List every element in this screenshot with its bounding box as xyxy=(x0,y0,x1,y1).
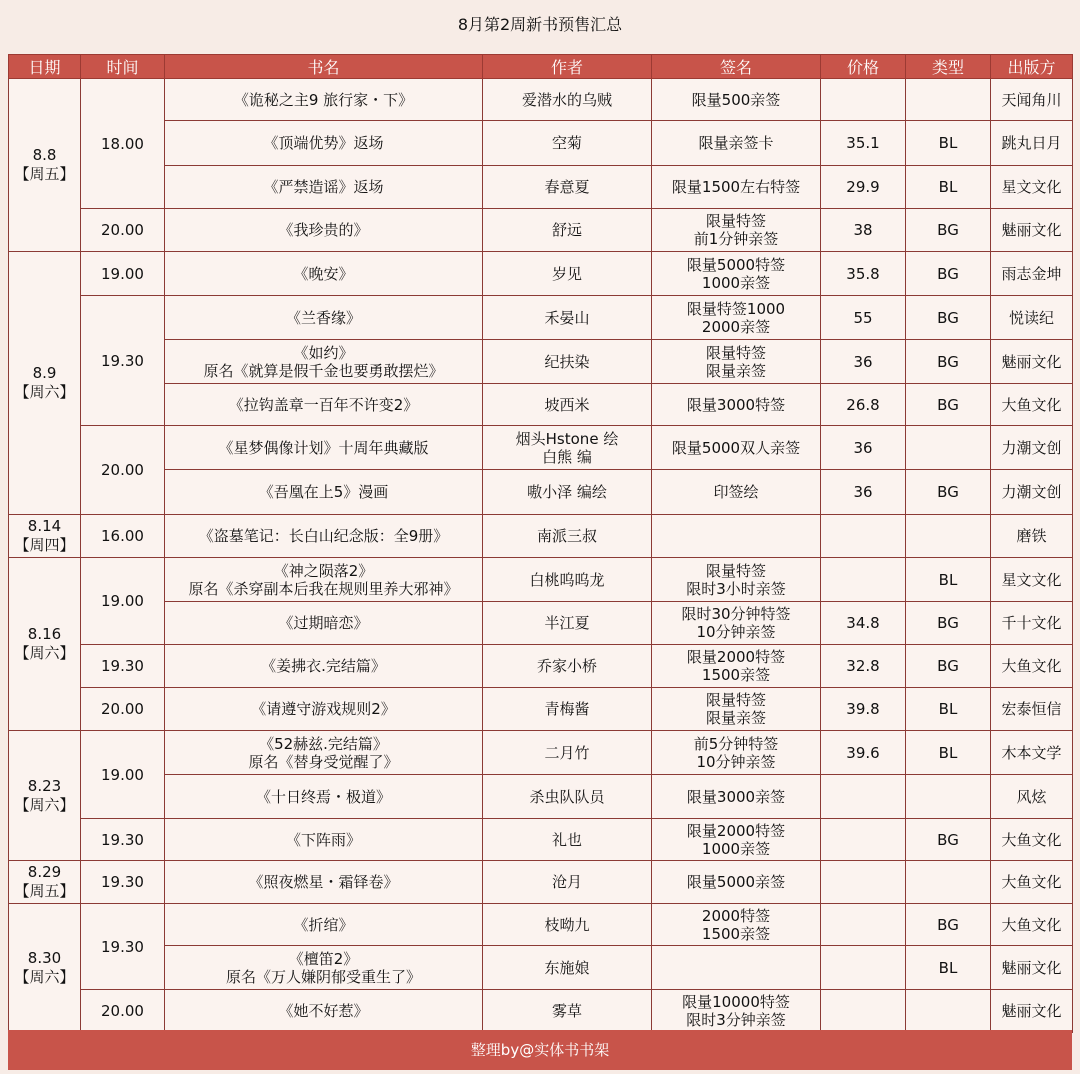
date-cell xyxy=(9,79,81,252)
book-title-cell xyxy=(165,861,483,904)
publisher-cell: 力潮文创 xyxy=(991,426,1073,470)
date-cell xyxy=(9,515,81,558)
table-row xyxy=(9,861,1073,904)
publisher-cell: 星文文化 xyxy=(991,558,1073,602)
price-cell: 32.8 xyxy=(821,645,906,688)
book-title-cell xyxy=(165,688,483,731)
date-line: 【周六】 xyxy=(14,795,75,814)
book-title-line: 《诡秘之主9 旅行家・下》 xyxy=(233,90,414,109)
book-title-line: 《我珍贵的》 xyxy=(278,221,369,239)
time-cell: 19.30 xyxy=(81,819,165,861)
signature-line: 限时30分钟特签 xyxy=(681,605,791,623)
author-cell xyxy=(483,470,652,515)
signature-cell xyxy=(652,252,821,296)
book-title-line: 《星梦偶像计划》十周年典藏版 xyxy=(218,438,429,457)
signature-cell xyxy=(652,166,821,209)
time-cell: 18.00 xyxy=(81,79,165,209)
signature-line: 限量2000特签 xyxy=(686,648,786,666)
publisher-cell: 宏泰恒信 xyxy=(991,688,1073,731)
signature-line: 2000亲签 xyxy=(701,317,771,336)
book-title-cell xyxy=(165,558,483,602)
time-cell: 19.30 xyxy=(81,645,165,688)
header-date: 日期 xyxy=(9,55,81,79)
table-row xyxy=(9,296,1073,340)
time-cell: 19.30 xyxy=(81,296,165,426)
table-row xyxy=(9,990,1073,1033)
author-line: 禾晏山 xyxy=(544,308,590,327)
author-cell xyxy=(483,209,652,252)
signature-line: 限量2000特签 xyxy=(686,821,786,840)
publisher-cell: 悦读纪 xyxy=(991,296,1073,340)
author-cell xyxy=(483,819,652,861)
genre-type-cell xyxy=(906,775,991,819)
book-title-line: 《姜拂衣.完结篇》 xyxy=(261,657,386,675)
header-type: 类型 xyxy=(906,55,991,79)
publisher-cell: 魅丽文化 xyxy=(991,990,1073,1033)
signature-cell xyxy=(652,731,821,775)
book-title-line: 《请遵守游戏规则2》 xyxy=(251,700,396,718)
time-cell: 19.30 xyxy=(81,861,165,904)
date-line: 【周五】 xyxy=(14,882,75,900)
signature-line: 限量亲签 xyxy=(705,361,766,380)
date-cell xyxy=(9,904,81,1033)
signature-cell xyxy=(652,775,821,819)
publisher-cell: 星文文化 xyxy=(991,166,1073,209)
table-row xyxy=(9,946,1073,990)
signature-line: 印签绘 xyxy=(713,483,759,501)
book-title-cell xyxy=(165,731,483,775)
presale-table xyxy=(8,54,1073,1033)
author-line: 白熊 编 xyxy=(542,447,592,466)
price-cell: 39.8 xyxy=(821,688,906,731)
book-title-line: 《拉钩盖章一百年不许变2》 xyxy=(228,395,419,414)
book-title-cell xyxy=(165,252,483,296)
table-row xyxy=(9,602,1073,645)
date-line: 8.30 xyxy=(27,949,62,967)
genre-type-cell: BL xyxy=(906,688,991,731)
price-cell xyxy=(821,79,906,121)
table-row xyxy=(9,515,1073,558)
date-line: 8.23 xyxy=(27,776,62,795)
price-cell: 36 xyxy=(821,470,906,515)
signature-line: 1500亲签 xyxy=(701,924,771,943)
price-cell: 35.1 xyxy=(821,121,906,166)
table-row xyxy=(9,904,1073,946)
publisher-cell: 木本文学 xyxy=(991,731,1073,775)
price-cell: 36 xyxy=(821,340,906,384)
author-line: 舒远 xyxy=(551,221,582,239)
book-title-cell xyxy=(165,645,483,688)
publisher-cell: 大鱼文化 xyxy=(991,819,1073,861)
author-line: 纪扶染 xyxy=(544,352,590,371)
signature-line: 限量特签 xyxy=(705,561,766,580)
signature-cell xyxy=(652,426,821,470)
table-row xyxy=(9,819,1073,861)
time-cell: 20.00 xyxy=(81,426,165,515)
author-line: 枝呦九 xyxy=(544,915,590,934)
genre-type-cell: BL xyxy=(906,121,991,166)
publisher-cell: 魅丽文化 xyxy=(991,340,1073,384)
signature-cell xyxy=(652,688,821,731)
date-cell xyxy=(9,731,81,861)
table-row xyxy=(9,340,1073,384)
genre-type-cell: BG xyxy=(906,384,991,426)
signature-cell xyxy=(652,79,821,121)
header-price: 价格 xyxy=(821,55,906,79)
time-cell: 20.00 xyxy=(81,209,165,252)
author-line: 爱潜水的乌贼 xyxy=(521,90,612,109)
time-cell: 20.00 xyxy=(81,688,165,731)
signature-line: 10分钟亲签 xyxy=(696,752,776,771)
book-title-cell xyxy=(165,384,483,426)
signature-line: 限量5000特签 xyxy=(686,255,786,274)
header-author: 作者 xyxy=(483,55,652,79)
date-line: 【周五】 xyxy=(14,165,75,183)
price-cell: 26.8 xyxy=(821,384,906,426)
book-title-line: 《盗墓笔记：长白山纪念版：全9册》 xyxy=(198,527,449,545)
table-row xyxy=(9,426,1073,470)
book-title-cell xyxy=(165,340,483,384)
author-cell xyxy=(483,166,652,209)
book-title-cell xyxy=(165,904,483,946)
signature-cell xyxy=(652,340,821,384)
author-line: 沧月 xyxy=(551,873,582,891)
publisher-cell: 力潮文创 xyxy=(991,470,1073,515)
book-title-cell xyxy=(165,296,483,340)
header-time: 时间 xyxy=(81,55,165,79)
book-title-line: 原名《万人嫌阴郁受重生了》 xyxy=(225,967,421,986)
publisher-cell: 雨志金坤 xyxy=(991,252,1073,296)
signature-line: 限量特签 xyxy=(705,212,766,230)
signature-line: 1000亲签 xyxy=(701,273,771,292)
price-cell xyxy=(821,946,906,990)
author-cell xyxy=(483,515,652,558)
genre-type-cell: BG xyxy=(906,296,991,340)
author-cell xyxy=(483,426,652,470)
publisher-cell: 磨铁 xyxy=(991,515,1073,558)
author-cell xyxy=(483,121,652,166)
price-cell: 38 xyxy=(821,209,906,252)
signature-cell xyxy=(652,861,821,904)
book-title-line: 《神之陨落2》 xyxy=(273,561,374,580)
signature-line: 10分钟亲签 xyxy=(696,623,776,641)
publisher-cell: 大鱼文化 xyxy=(991,645,1073,688)
publisher-cell: 风炫 xyxy=(991,775,1073,819)
author-cell xyxy=(483,296,652,340)
author-cell xyxy=(483,688,652,731)
table-row xyxy=(9,384,1073,426)
signature-cell xyxy=(652,384,821,426)
date-line: 8.14 xyxy=(27,517,62,535)
table-row xyxy=(9,166,1073,209)
author-cell xyxy=(483,645,652,688)
author-cell xyxy=(483,340,652,384)
price-cell xyxy=(821,861,906,904)
genre-type-cell xyxy=(906,861,991,904)
header-row xyxy=(9,55,1073,79)
genre-type-cell: BL xyxy=(906,731,991,775)
author-cell xyxy=(483,252,652,296)
book-title-cell xyxy=(165,79,483,121)
date-cell xyxy=(9,252,81,515)
author-cell xyxy=(483,990,652,1033)
signature-cell xyxy=(652,819,821,861)
price-cell xyxy=(821,819,906,861)
book-title-cell xyxy=(165,819,483,861)
signature-cell xyxy=(652,904,821,946)
genre-type-cell: BL xyxy=(906,166,991,209)
date-line: 【周四】 xyxy=(14,536,75,554)
book-title-line: 《晚安》 xyxy=(293,264,354,283)
book-title-line: 《檀笛2》 xyxy=(288,949,359,968)
author-line: 二月竹 xyxy=(544,743,590,762)
genre-type-cell: BG xyxy=(906,340,991,384)
signature-line: 限量3000亲签 xyxy=(686,787,786,806)
genre-type-cell xyxy=(906,515,991,558)
date-line: 【周六】 xyxy=(14,383,75,401)
author-cell xyxy=(483,775,652,819)
author-cell xyxy=(483,861,652,904)
author-line: 岁见 xyxy=(551,264,582,283)
genre-type-cell: BG xyxy=(906,904,991,946)
author-line: 礼也 xyxy=(551,830,582,849)
time-cell: 16.00 xyxy=(81,515,165,558)
author-line: 乔家小桥 xyxy=(536,657,597,675)
genre-type-cell: BG xyxy=(906,209,991,252)
book-title-line: 《顶端优势》返场 xyxy=(263,134,384,152)
price-cell: 36 xyxy=(821,426,906,470)
signature-cell xyxy=(652,515,821,558)
genre-type-cell: BG xyxy=(906,602,991,645)
genre-type-cell: BG xyxy=(906,645,991,688)
signature-line: 前5分钟特签 xyxy=(693,734,779,753)
book-title-line: 《严禁造谣》返场 xyxy=(263,178,384,196)
signature-line: 限时3小时亲签 xyxy=(686,579,786,598)
date-cell xyxy=(9,861,81,904)
signature-line: 1000亲签 xyxy=(701,839,771,858)
price-cell: 55 xyxy=(821,296,906,340)
date-line: 【周六】 xyxy=(14,968,75,986)
date-line: 8.8 xyxy=(32,146,57,164)
table-row xyxy=(9,209,1073,252)
author-line: 白桃呜呜龙 xyxy=(529,570,605,589)
author-cell xyxy=(483,731,652,775)
publisher-cell: 大鱼文化 xyxy=(991,861,1073,904)
signature-line: 前1分钟亲签 xyxy=(693,230,779,248)
signature-line: 限量亲签 xyxy=(705,709,766,727)
table-row xyxy=(9,558,1073,602)
signature-line: 限量特签 xyxy=(705,343,766,362)
price-cell: 39.6 xyxy=(821,731,906,775)
publisher-cell: 魅丽文化 xyxy=(991,946,1073,990)
signature-cell xyxy=(652,946,821,990)
footer-credit: 整理by@实体书书架 xyxy=(8,1030,1072,1070)
publisher-cell: 魅丽文化 xyxy=(991,209,1073,252)
signature-line: 限量1500左右特签 xyxy=(671,178,801,196)
price-cell xyxy=(821,558,906,602)
genre-type-cell xyxy=(906,990,991,1033)
publisher-cell: 大鱼文化 xyxy=(991,904,1073,946)
table-row xyxy=(9,470,1073,515)
author-cell xyxy=(483,946,652,990)
book-title-cell xyxy=(165,166,483,209)
book-title-line: 《过期暗恋》 xyxy=(278,614,369,632)
book-title-line: 《下阵雨》 xyxy=(285,830,361,849)
book-title-cell xyxy=(165,775,483,819)
header-publisher: 出版方 xyxy=(991,55,1073,79)
book-title-line: 《折绾》 xyxy=(293,915,354,934)
table-row xyxy=(9,121,1073,166)
publisher-cell: 千十文化 xyxy=(991,602,1073,645)
genre-type-cell xyxy=(906,426,991,470)
table-row xyxy=(9,645,1073,688)
time-cell: 19.30 xyxy=(81,904,165,990)
genre-type-cell xyxy=(906,79,991,121)
author-line: 东施娘 xyxy=(544,958,590,977)
signature-line: 限量特签1000 xyxy=(686,299,786,318)
header-sign: 签名 xyxy=(652,55,821,79)
book-title-cell xyxy=(165,602,483,645)
signature-line: 限量特签 xyxy=(705,691,766,709)
table-row xyxy=(9,688,1073,731)
author-line: 空菊 xyxy=(551,134,582,152)
date-cell xyxy=(9,558,81,731)
author-line: 青梅酱 xyxy=(544,700,590,718)
date-line: 8.16 xyxy=(27,625,62,643)
signature-cell xyxy=(652,296,821,340)
signature-cell xyxy=(652,470,821,515)
book-title-cell xyxy=(165,990,483,1033)
date-line: 【周六】 xyxy=(14,644,75,662)
signature-line: 限量10000特签 xyxy=(682,993,790,1011)
signature-line: 限时3分钟亲签 xyxy=(686,1011,786,1029)
signature-line: 限量5000双人亲签 xyxy=(671,438,801,457)
book-title-line: 《照夜燃星・霜铎卷》 xyxy=(248,873,399,891)
signature-cell xyxy=(652,602,821,645)
book-title-line: 《兰香缘》 xyxy=(285,308,361,327)
signature-cell xyxy=(652,645,821,688)
book-title-line: 《52赫兹.完结篇》 xyxy=(259,734,388,753)
table-row xyxy=(9,731,1073,775)
author-line: 春意夏 xyxy=(544,178,590,196)
author-line: 南派三叔 xyxy=(536,527,597,545)
time-cell: 20.00 xyxy=(81,990,165,1033)
author-cell xyxy=(483,558,652,602)
author-cell xyxy=(483,602,652,645)
author-line: 坡西米 xyxy=(544,395,590,414)
book-title-line: 原名《杀穿副本后我在规则里养大邪神》 xyxy=(188,579,459,598)
price-cell: 35.8 xyxy=(821,252,906,296)
signature-line: 2000特签 xyxy=(701,906,771,925)
signature-cell xyxy=(652,121,821,166)
signature-line: 限量3000特签 xyxy=(686,395,786,414)
table-row xyxy=(9,79,1073,121)
book-title-line: 原名《就算是假千金也要勇敢摆烂》 xyxy=(203,361,444,380)
signature-line: 1500亲签 xyxy=(701,666,771,684)
genre-type-cell: BG xyxy=(906,470,991,515)
book-title-cell xyxy=(165,121,483,166)
signature-cell xyxy=(652,558,821,602)
time-cell: 19.00 xyxy=(81,731,165,819)
time-cell: 19.00 xyxy=(81,558,165,645)
author-line: 半江夏 xyxy=(544,614,590,632)
time-cell: 19.00 xyxy=(81,252,165,296)
book-title-line: 《如约》 xyxy=(293,343,354,362)
book-title-cell xyxy=(165,946,483,990)
table-row xyxy=(9,775,1073,819)
publisher-cell: 天闻角川 xyxy=(991,79,1073,121)
price-cell xyxy=(821,990,906,1033)
table-row xyxy=(9,252,1073,296)
genre-type-cell: BG xyxy=(906,819,991,861)
author-line: 烟头Hstone 绘 xyxy=(515,429,619,448)
price-cell xyxy=(821,904,906,946)
genre-type-cell: BL xyxy=(906,946,991,990)
book-title-cell xyxy=(165,209,483,252)
signature-line: 限量500亲签 xyxy=(691,90,781,109)
author-cell xyxy=(483,79,652,121)
book-title-line: 《吾凰在上5》漫画 xyxy=(258,483,389,501)
author-line: 杀虫队队员 xyxy=(529,787,605,806)
genre-type-cell: BL xyxy=(906,558,991,602)
price-cell xyxy=(821,515,906,558)
publisher-cell: 跳丸日月 xyxy=(991,121,1073,166)
date-line: 8.9 xyxy=(32,364,57,382)
book-title-line: 《十日终焉・极道》 xyxy=(255,787,391,806)
price-cell xyxy=(821,775,906,819)
signature-cell xyxy=(652,990,821,1033)
header-book: 书名 xyxy=(165,55,483,79)
book-title-line: 《她不好惹》 xyxy=(278,1002,369,1020)
book-title-cell xyxy=(165,515,483,558)
author-cell xyxy=(483,904,652,946)
page-title: 8月第2周新书预售汇总 xyxy=(457,15,623,34)
price-cell: 34.8 xyxy=(821,602,906,645)
genre-type-cell: BG xyxy=(906,252,991,296)
book-title-cell xyxy=(165,470,483,515)
book-title-line: 原名《替身受觉醒了》 xyxy=(248,752,399,771)
author-cell xyxy=(483,384,652,426)
signature-cell xyxy=(652,209,821,252)
date-line: 8.29 xyxy=(27,863,62,881)
signature-line: 限量5000亲签 xyxy=(686,873,786,891)
book-title-cell xyxy=(165,426,483,470)
author-line: 嗷小泽 编绘 xyxy=(527,483,607,501)
price-cell: 29.9 xyxy=(821,166,906,209)
signature-line: 限量亲签卡 xyxy=(698,134,774,152)
author-line: 雾草 xyxy=(551,1002,582,1020)
publisher-cell: 大鱼文化 xyxy=(991,384,1073,426)
